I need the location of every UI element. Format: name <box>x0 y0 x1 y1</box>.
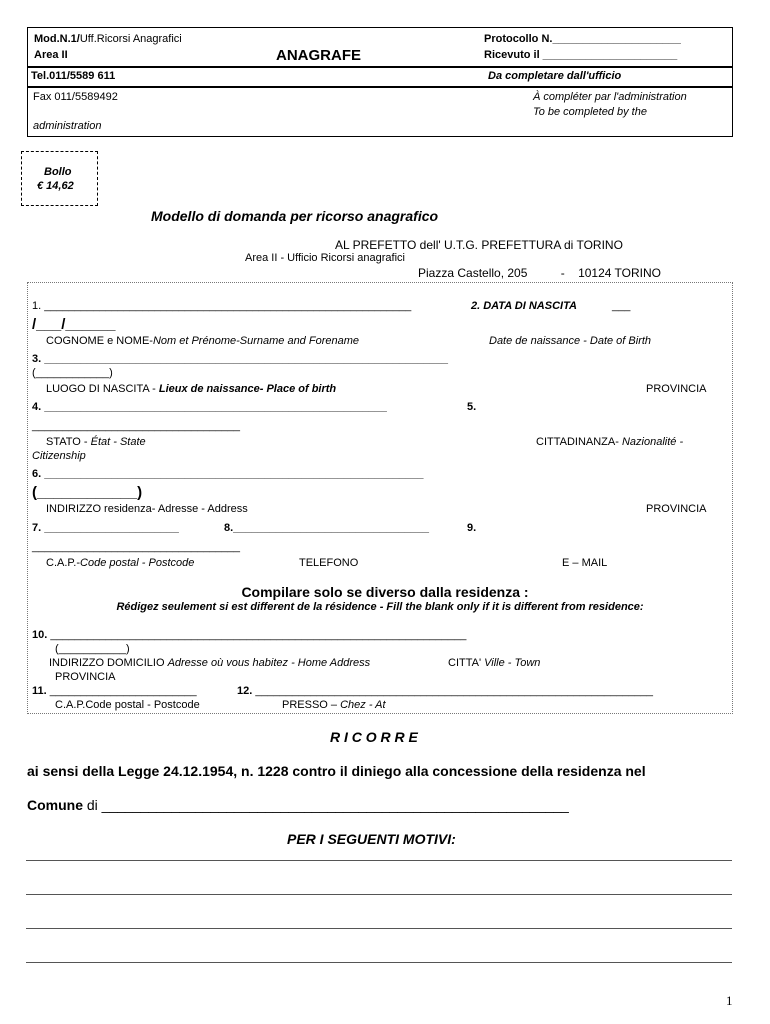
protocollo-field: Protocollo N._____________________ <box>484 33 681 45</box>
field-6-indirizzo[interactable]: 6. ______________________________________________________________ <box>32 468 424 480</box>
ricorre-heading: R I C O R R E <box>330 729 418 745</box>
bollo-amount: € 14,62 <box>37 180 74 192</box>
field-8-telefono[interactable]: 8.________________________________ <box>224 522 429 534</box>
page-title: ANAGRAFE <box>276 47 361 64</box>
fax-label: Fax 011/5589492 <box>33 91 118 103</box>
field-10-provincia[interactable]: (___________) <box>55 643 130 655</box>
motivi-heading: PER I SEGUENTI MOTIVI: <box>287 831 456 847</box>
field-9-email[interactable]: __________________________________ <box>32 541 241 553</box>
office-note-en: To be completed by the <box>533 106 647 118</box>
ricevuto-field: Ricevuto il ______________________ <box>484 49 678 61</box>
field-7-cap[interactable]: 7. ______________________ <box>32 522 179 534</box>
email-label: E – MAIL <box>562 557 608 569</box>
luogo-label: LUOGO DI NASCITA - Lieux de naissance- Place of birth <box>46 383 337 395</box>
compilare-heading: Compilare solo se diverso dalla residenza : <box>241 584 529 600</box>
provincia-label-3: PROVINCIA <box>55 671 116 683</box>
recipient-line-3: Piazza Castello, 205 - 10124 TORINO <box>418 266 661 280</box>
date-of-birth-blank[interactable]: /___/______ <box>32 316 116 333</box>
field-5-cittadinanza[interactable]: __________________________________ <box>32 420 241 432</box>
field-2-blank[interactable]: ___ <box>612 300 631 312</box>
legge-statement: ai sensi della Legge 24.12.1954, n. 1228 contro il diniego alla concessione della residenza nel <box>27 763 646 779</box>
comune-field[interactable]: Comune di ____________________________________________________________ <box>27 797 569 813</box>
provincia-label-1: PROVINCIA <box>646 383 707 395</box>
form-title: Modello di domanda per ricorso anagrafico <box>151 208 439 224</box>
presso-label: PRESSO – Chez - At <box>282 699 386 711</box>
bollo-stamp-box <box>21 151 98 206</box>
field-11-cap[interactable]: 11. ________________________ <box>32 685 197 697</box>
field-12-presso[interactable]: 12. _________________________________________________________________ <box>237 685 654 697</box>
provincia-label-2: PROVINCIA <box>646 503 707 515</box>
cognome-label: COGNOME e NOME-Nom et Prénome-Surname and Forename <box>46 335 359 347</box>
mod-number: Mod.N.1/Uff.Ricorsi Anagrafici <box>34 33 182 45</box>
field-5-label: 5. <box>467 401 477 413</box>
tel-label: Tel.011/5589 611 <box>31 70 116 82</box>
office-note-it: Da completare dall'ufficio <box>488 70 622 82</box>
office-note-fr: À compléter par l'administration <box>533 91 687 103</box>
area-label: Area II <box>34 49 68 61</box>
telefono-label: TELEFONO <box>299 557 359 569</box>
field-1-cognome[interactable]: 1. ____________________________________________________________ <box>32 300 412 312</box>
recipient-line-1: AL PREFETTO dell' U.T.G. PREFETTURA di TORINO <box>335 238 623 252</box>
indirizzo-label: INDIRIZZO residenza- Adresse - Address <box>46 503 248 515</box>
domicilio-label: INDIRIZZO DOMICILIO Adresse où vous habitez - Home Address <box>49 657 371 669</box>
motivi-line-1[interactable] <box>26 860 732 861</box>
field-3-luogo[interactable]: 3. __________________________________________________________________ <box>32 353 448 365</box>
field-9-label: 9. <box>467 522 477 534</box>
field-4-stato[interactable]: 4. ________________________________________________________ <box>32 401 387 413</box>
motivi-line-4[interactable] <box>26 962 732 963</box>
field-3-provincia[interactable]: (____________) <box>32 367 113 379</box>
compilare-subheading: Rédigez seulement si est different de la résidence - Fill the blank only if it is different from residence: <box>116 601 644 613</box>
field-6-provincia[interactable]: (____________) <box>32 484 143 501</box>
recipient-line-2: Area II - Ufficio Ricorsi anagrafici <box>245 252 405 264</box>
header-tel-box <box>27 67 733 87</box>
stato-label: STATO - État - State <box>46 436 146 448</box>
field-10-domicilio[interactable]: 10. ____________________________________________________________________ <box>32 629 467 641</box>
citta-label: CITTA' Ville - Town <box>448 657 541 669</box>
field-2-label: 2. DATA DI NASCITA <box>471 300 577 312</box>
office-note-en-2: administration <box>33 120 102 132</box>
bollo-label: Bollo <box>44 166 72 178</box>
cittadinanza-label: CITTADINANZA- Nazionalité - <box>536 436 684 448</box>
citizenship-label: Citizenship <box>32 450 86 462</box>
cap-label-2: C.A.P.Code postal - Postcode <box>55 699 200 711</box>
cap-label: C.A.P.-Code postal - Postcode <box>46 557 195 569</box>
page-number: 1 <box>726 993 733 1008</box>
birth-date-label: Date de naissance - Date of Birth <box>489 335 652 347</box>
motivi-line-2[interactable] <box>26 894 732 895</box>
motivi-line-3[interactable] <box>26 928 732 929</box>
